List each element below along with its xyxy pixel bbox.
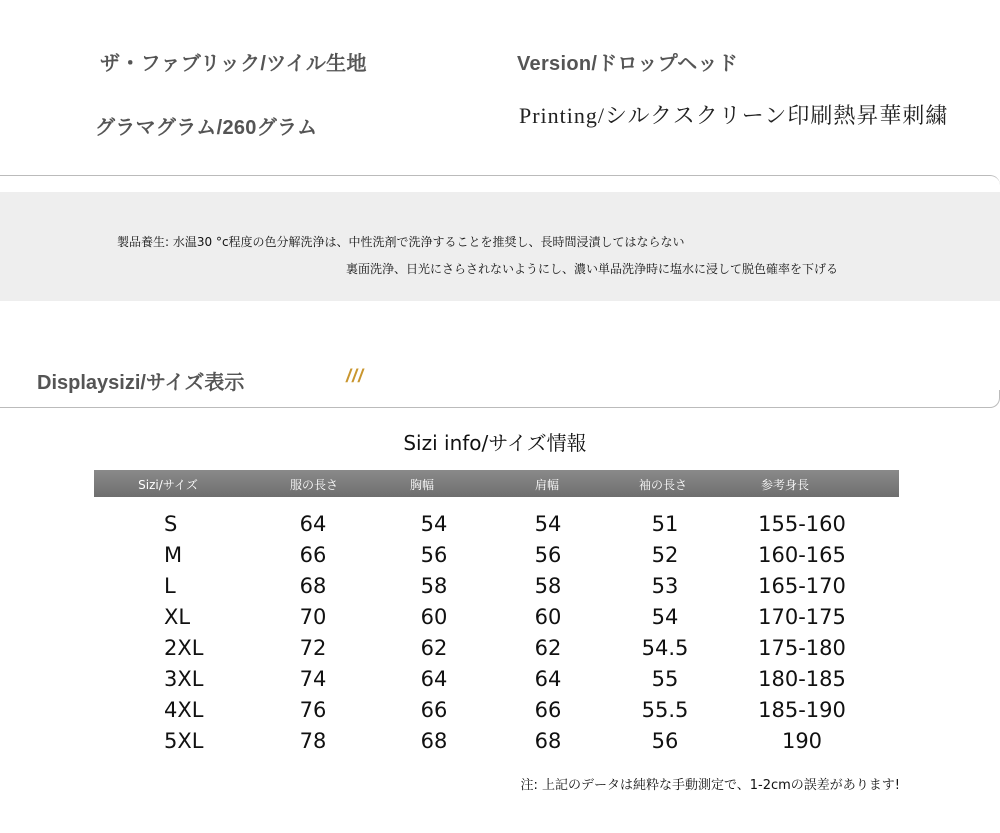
header-length: 服の長さ <box>289 478 339 492</box>
cell-height: 190 <box>781 729 823 753</box>
cell-sleeve: 52 <box>651 543 679 567</box>
cell-size: S <box>164 512 178 536</box>
table-row <box>0 636 1000 667</box>
cell-length: 78 <box>299 729 327 753</box>
cell-shoulder: 68 <box>534 729 562 753</box>
header-size: Sizi/サイズ <box>138 478 198 492</box>
cell-height: 170-175 <box>758 605 846 629</box>
header-sleeve: 袖の長さ <box>638 478 688 492</box>
cell-height: 160-165 <box>758 543 846 567</box>
decoration-slashes: /// <box>346 366 365 386</box>
cell-chest: 66 <box>420 698 448 722</box>
cell-length: 66 <box>299 543 327 567</box>
size-table-title: Sizi info/サイズ情報 <box>403 431 587 455</box>
header-height: 参考身長 <box>760 478 810 492</box>
cell-height: 165-170 <box>758 574 846 598</box>
cell-chest: 62 <box>420 636 448 660</box>
cell-sleeve: 53 <box>651 574 679 598</box>
cell-chest: 64 <box>420 667 448 691</box>
table-row <box>0 729 1000 760</box>
cell-chest: 56 <box>420 543 448 567</box>
table-row <box>0 605 1000 636</box>
cell-height: 185-190 <box>758 698 846 722</box>
cell-shoulder: 64 <box>534 667 562 691</box>
divider-top <box>0 175 1000 191</box>
cell-chest: 54 <box>420 512 448 536</box>
table-row <box>0 698 1000 729</box>
cell-size: M <box>164 543 183 567</box>
cell-length: 76 <box>299 698 327 722</box>
table-row <box>0 574 1000 605</box>
cell-size: L <box>164 574 176 598</box>
cell-sleeve: 55.5 <box>641 698 689 722</box>
display-title: Displaysizi/サイズ表示 <box>37 372 245 394</box>
measurement-note: 注: 上記のデータは純粋な手動測定で、1-2cmの誤差があります! <box>520 778 900 793</box>
cell-size: 3XL <box>164 667 204 691</box>
header-chest: 胸幅 <box>409 478 435 492</box>
header-shoulder: 肩幅 <box>534 478 560 492</box>
care-panel <box>0 192 1000 301</box>
cell-chest: 60 <box>420 605 448 629</box>
table-row <box>0 512 1000 543</box>
cell-shoulder: 60 <box>534 605 562 629</box>
version-spec: Version/ドロップヘッド <box>517 53 739 75</box>
fabric-spec: ザ・ファブリック/ツイル生地 <box>100 53 367 75</box>
cell-size: XL <box>164 605 191 629</box>
size-table-header <box>94 470 899 497</box>
cell-shoulder: 58 <box>534 574 562 598</box>
table-row <box>0 543 1000 574</box>
cell-shoulder: 56 <box>534 543 562 567</box>
cell-height: 175-180 <box>758 636 846 660</box>
cell-sleeve: 56 <box>651 729 679 753</box>
cell-sleeve: 54 <box>651 605 679 629</box>
table-row <box>0 667 1000 698</box>
care-line-2: 裏面洗浄、日光にさらされないようにし、濃い単品洗浄時に塩水に浸して脱色確率を下げる <box>346 262 839 276</box>
cell-height: 180-185 <box>758 667 846 691</box>
cell-size: 4XL <box>164 698 204 722</box>
cell-chest: 58 <box>420 574 448 598</box>
cell-shoulder: 54 <box>534 512 562 536</box>
cell-shoulder: 62 <box>534 636 562 660</box>
weight-spec: グラマグラム/260グラム <box>95 117 318 139</box>
printing-spec: Printing/シルクスクリーン印刷熱昇華刺繍 <box>519 103 949 128</box>
cell-length: 72 <box>299 636 327 660</box>
cell-length: 64 <box>299 512 327 536</box>
cell-size: 2XL <box>164 636 204 660</box>
cell-length: 70 <box>299 605 327 629</box>
cell-sleeve: 55 <box>651 667 679 691</box>
cell-height: 155-160 <box>758 512 846 536</box>
cell-sleeve: 54.5 <box>641 636 689 660</box>
care-line-1: 製品養生: 水温30 °c程度の色分解洗浄は、中性洗剤で洗浄することを推奨し、長時間浸漬してはならない <box>117 235 685 249</box>
cell-shoulder: 66 <box>534 698 562 722</box>
divider-bottom <box>0 390 1000 408</box>
cell-size: 5XL <box>164 729 204 753</box>
cell-chest: 68 <box>420 729 448 753</box>
cell-length: 68 <box>299 574 327 598</box>
cell-length: 74 <box>299 667 327 691</box>
cell-sleeve: 51 <box>651 512 679 536</box>
